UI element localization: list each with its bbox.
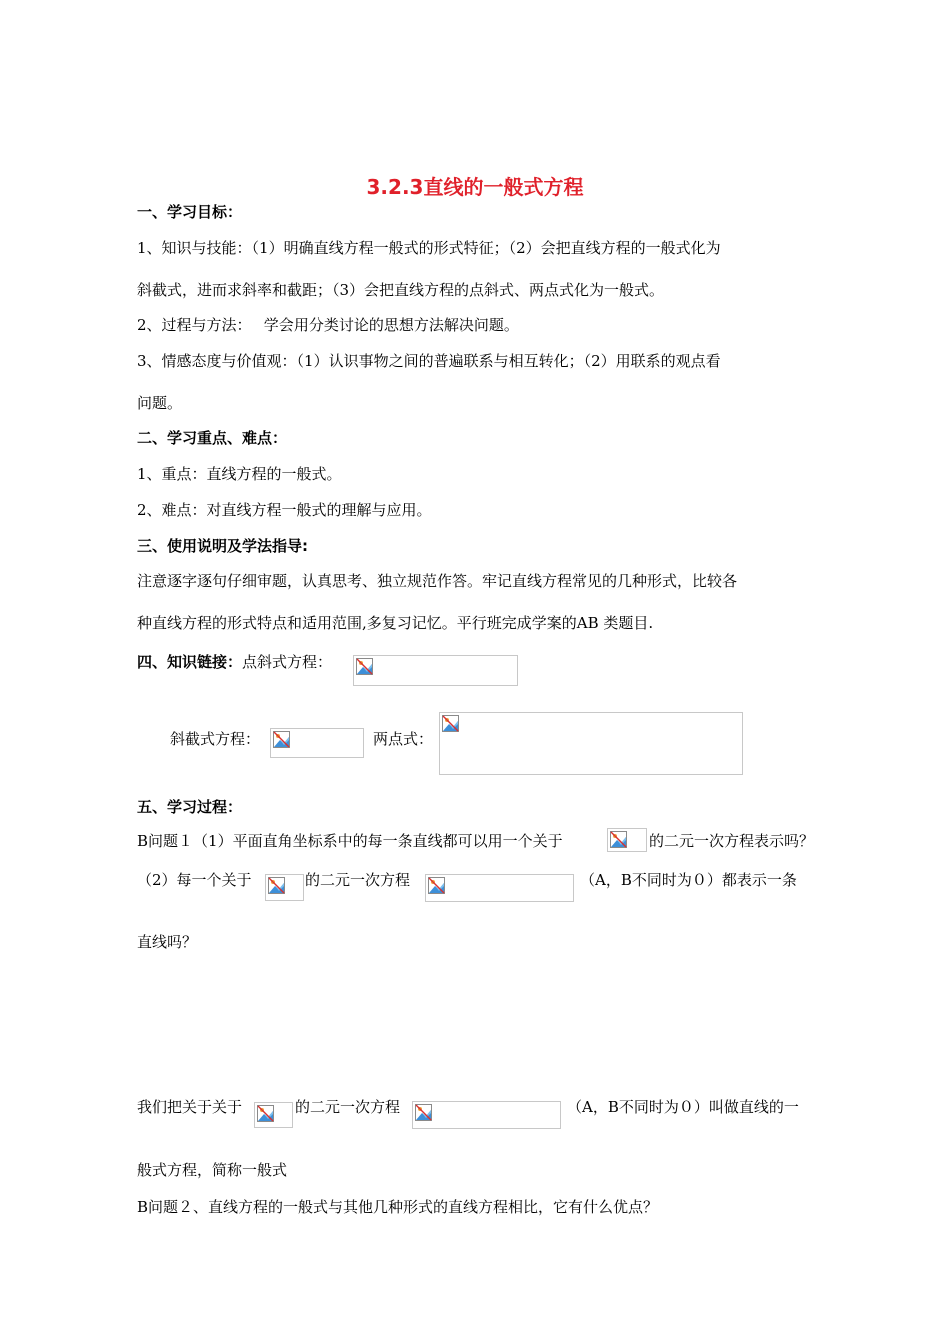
objective-line-1: 1、知识与技能：（1）明确直线方程一般式的形式特征；（2）会把直线方程的一般式化为: [137, 239, 721, 257]
slope-intercept-formula-image: [270, 728, 364, 758]
objective-line-4: 3、情感态度与价值观：（1）认识事物之间的普遍联系与相互转化；（2）用联系的观点看: [137, 352, 721, 370]
definition-post: （A，B不同时为０）叫做直线的一: [567, 1098, 799, 1116]
broken-image-icon: [442, 715, 459, 732]
question-1a-post: 的二元一次方程表示吗？: [649, 832, 815, 850]
slope-intercept-label: 斜截式方程：: [170, 730, 261, 748]
two-point-label: 两点式：: [373, 730, 434, 748]
objective-line-5: 问题。: [137, 394, 183, 412]
question-2: B问题２、直线方程的一般式与其他几种形式的直线方程相比，它有什么优点？: [137, 1198, 659, 1216]
two-point-formula-image: [439, 712, 743, 775]
question-1b-mid: 的二元一次方程: [305, 871, 411, 889]
key-point-line-1: 1、重点：直线方程的一般式。: [137, 465, 342, 483]
xy-variable-image-2: [265, 874, 304, 901]
point-slope-formula-image: [353, 655, 518, 686]
broken-image-icon: [415, 1104, 432, 1121]
question-1b-pre: （2）每一个关于: [137, 871, 252, 889]
instructions-line-1: 注意逐字逐句仔细审题，认真思考、独立规范作答。牢记直线方程常见的几种形式，比较各: [137, 572, 738, 590]
broken-image-icon: [268, 877, 285, 894]
page-title: 3.2.3直线的一般式方程: [366, 175, 584, 199]
objective-line-2: 斜截式，进而求斜率和截距；（3）会把直线方程的点斜式、两点式化为一般式。: [137, 281, 665, 299]
broken-image-icon: [428, 877, 445, 894]
point-slope-label: 点斜式方程：: [242, 653, 333, 671]
definition-pre: 我们把关于关于: [137, 1098, 243, 1116]
broken-image-icon: [610, 831, 627, 848]
section-heading-learning-process: 五、学习过程：: [137, 798, 243, 816]
definition-mid: 的二元一次方程: [295, 1098, 401, 1116]
question-1a-pre: B问题１（1）平面直角坐标系中的每一条直线都可以用一个关于: [137, 832, 563, 850]
section-heading-knowledge-link: 四、知识链接：: [137, 653, 243, 671]
section-heading-objectives: 一、学习目标：: [137, 203, 243, 221]
section-heading-key-points: 二、学习重点、难点：: [137, 429, 288, 447]
instructions-line-2: 种直线方程的形式特点和适用范围,多复习记忆。平行班完成学案的AB 类题目.: [137, 614, 654, 632]
general-equation-image: [425, 874, 574, 902]
general-equation-image-2: [412, 1101, 561, 1129]
broken-image-icon: [257, 1105, 274, 1122]
objective-line-3: 2、过程与方法： 学会用分类讨论的思想方法解决问题。: [137, 316, 519, 334]
question-1c: 直线吗？: [137, 933, 198, 951]
question-1b-post: （A，B不同时为０）都表示一条: [580, 871, 797, 889]
xy-variable-image-3: [254, 1102, 293, 1128]
broken-image-icon: [273, 731, 290, 748]
xy-variable-image: [607, 828, 647, 852]
definition-end: 般式方程，简称一般式: [137, 1161, 288, 1179]
broken-image-icon: [356, 658, 373, 675]
key-point-line-2: 2、难点：对直线方程一般式的理解与应用。: [137, 501, 432, 519]
knowledge-link-row: [137, 652, 332, 672]
section-heading-instructions: 三、使用说明及学法指导:: [137, 537, 308, 555]
